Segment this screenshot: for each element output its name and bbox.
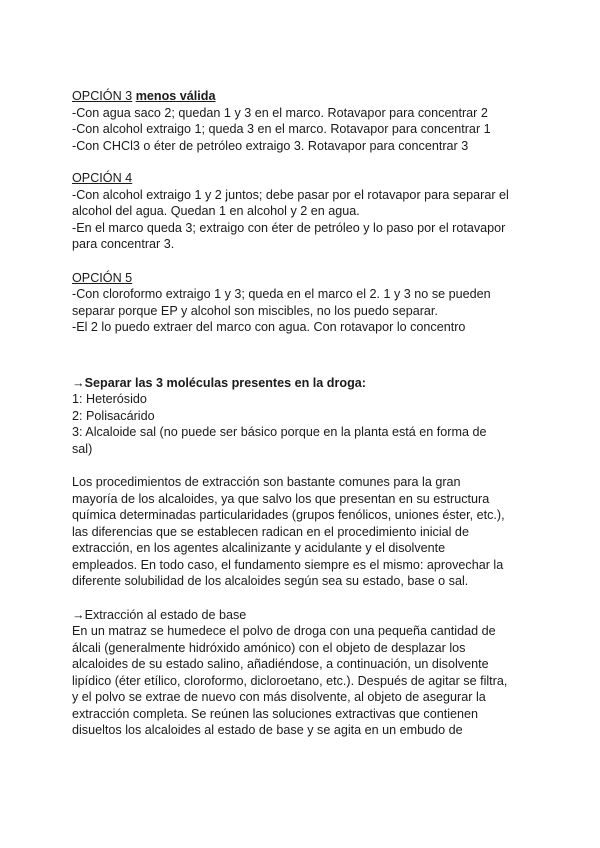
section-opcion-5 <box>72 270 540 336</box>
section-moleculas <box>72 375 540 458</box>
intro-line: Los procedimientos de extracción son bastante comunes para la gran <box>72 475 461 489</box>
opcion-5-line: -Con cloroformo extraigo 1 y 3; queda en el marco el 2. 1 y 3 no se pueden <box>72 287 491 301</box>
intro-line: extracción, en los agentes alcalinizante y acidulante y el disolvente <box>72 541 446 555</box>
opcion-4-line: para concentrar 3. <box>72 237 175 251</box>
opcion-4-line: -Con alcohol extraigo 1 y 2 juntos; debe pasar por el rotavapor para separar el <box>72 187 509 202</box>
opcion-3-line: -Con CHCl3 o éter de petróleo extraigo 3. Rotavapor para concentrar 3 <box>72 138 469 153</box>
opcion-3-title-suffix: menos válida <box>135 89 216 103</box>
section-opcion-3 <box>72 88 540 154</box>
intro-line: las diferencias que se establecen radican en el procedimiento inicial de <box>72 524 469 539</box>
opcion-3-line: -Con agua saco 2; quedan 1 y 3 en el marco. Rotavapor para concentrar 2 <box>72 105 488 120</box>
opcion-3-heading <box>72 88 540 105</box>
extraccion-base-line: alcaloides de su estado salino, añadiéndose, a continuación, un disolvente <box>72 657 489 671</box>
intro-line: química determinadas particularidades (grupos fenólicos, uniones éster, etc.), <box>72 508 505 522</box>
opcion-3-line: -Con alcohol extraigo 1; queda 3 en el marco. Rotavapor para concentrar 1 <box>72 122 491 136</box>
opcion-5-line: -El 2 lo puedo extraer del marco con agua. Con rotavapor lo concentro <box>72 320 466 334</box>
opcion-4-line: -En el marco queda 3; extraigo con éter de petróleo y lo paso por el rotavapor <box>72 220 506 235</box>
moleculas-item: 1: Heterósido <box>72 392 147 406</box>
extraccion-base-line: álcali (generalmente hidróxido amónico) con el objeto de desplazar los <box>72 640 466 655</box>
intro-line: empleados. En todo caso, el fundamento siempre es el mismo: aprovechar la <box>72 557 504 572</box>
opcion-5-line: separar porque EP y alcohol son miscibles, no los puedo separar. <box>72 303 438 318</box>
opcion-3-title: OPCIÓN 3 <box>72 89 133 103</box>
intro-line: diferente solubilidad de los alcaloides según sea su estado, base o sal. <box>72 574 469 588</box>
extraccion-base-line: extracción completa. Se reúnen las soluciones extractivas que contienen <box>72 706 479 721</box>
moleculas-item: 3: Alcaloide sal (no puede ser básico porque en la planta está en forma de <box>72 425 487 439</box>
moleculas-item: sal) <box>72 441 93 456</box>
section-extraccion-base <box>72 607 540 739</box>
intro-line: mayoría de los alcaloides, ya que salvo los que presentan en su estructura <box>72 491 490 506</box>
moleculas-title: →Separar las 3 moléculas presentes en la droga: <box>72 375 366 390</box>
opcion-4-line: alcohol del agua. Quedan 1 en alcohol y 2 en agua. <box>72 204 360 218</box>
section-opcion-4 <box>72 170 540 253</box>
section-intro-paragraph <box>72 474 540 590</box>
extraccion-base-line: disueltos los alcaloides al estado de base y se agita en un embudo de <box>72 723 463 737</box>
extraccion-base-line: En un matraz se humedece el polvo de droga con una pequeña cantidad de <box>72 624 496 638</box>
extraccion-base-line: y el polvo se extrae de nuevo con más disolvente, al objeto de asegurar la <box>72 690 486 704</box>
moleculas-item: 2: Polisacárido <box>72 408 155 423</box>
extraccion-base-title: →Extracción al estado de base <box>72 607 247 622</box>
extraccion-base-line: lipídico (éter etílico, cloroformo, dicloroetano, etc.). Después de agitar se filtra, <box>72 673 508 688</box>
opcion-5-title: OPCIÓN 5 <box>72 270 133 285</box>
opcion-4-title: OPCIÓN 4 <box>72 171 133 185</box>
